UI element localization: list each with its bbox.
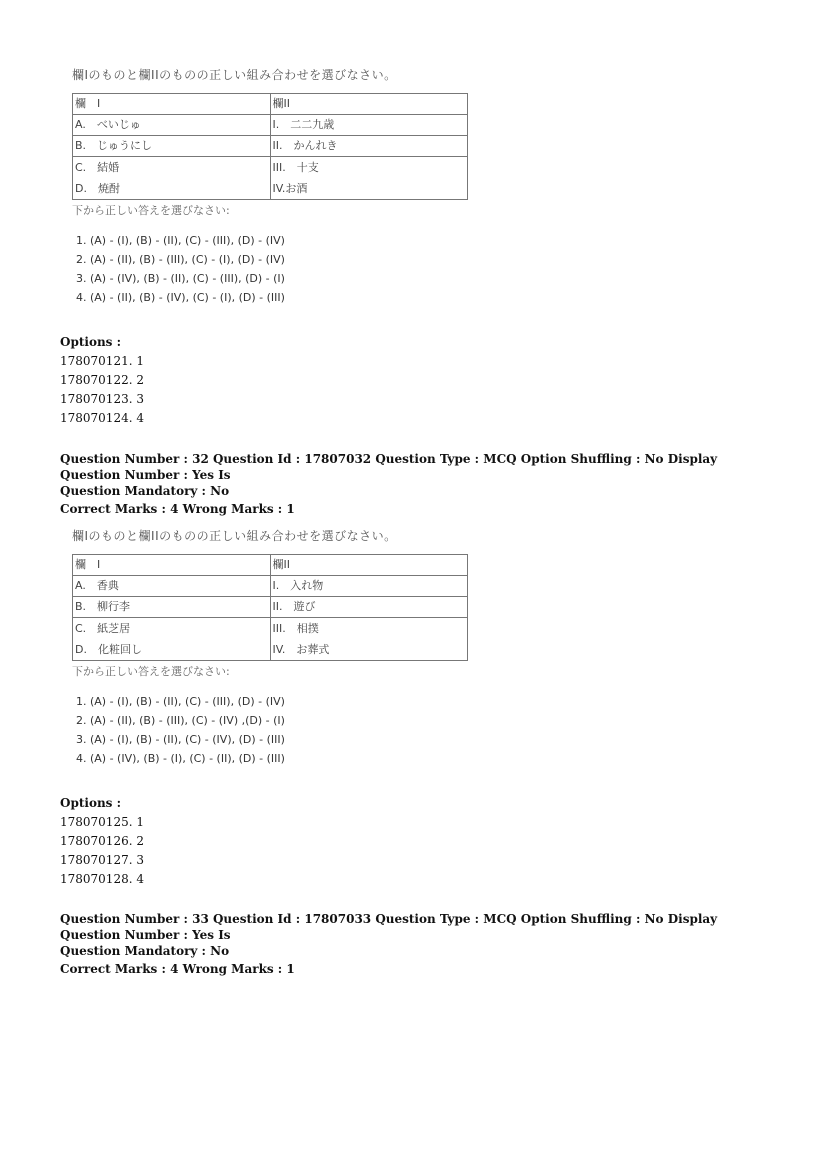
question-meta-line: Question Mandatory : No bbox=[60, 944, 230, 958]
list-item: 2. (A) - (II), (B) - (III), (C) - (I), (D) - (IV) bbox=[76, 253, 285, 266]
cell-line: III. 相撲 bbox=[272, 622, 319, 635]
match-table bbox=[72, 554, 468, 661]
table-cell: I. 二二九歳 bbox=[270, 115, 468, 136]
table-row bbox=[73, 136, 468, 157]
instruction-text: 下から正しい答えを選びなさい: bbox=[72, 665, 230, 678]
cell-line: D. 化粧回し bbox=[75, 643, 142, 656]
option-item: 178070127. 3 bbox=[60, 853, 144, 867]
match-table bbox=[72, 93, 468, 200]
table-cell: II. かんれき bbox=[270, 136, 468, 157]
options-label: Options : bbox=[60, 796, 122, 810]
question-32-meta bbox=[60, 451, 750, 517]
instruction-text: 下から正しい答えを選びなさい: bbox=[72, 204, 230, 217]
question-33-meta bbox=[60, 911, 750, 977]
option-item: 178070123. 3 bbox=[60, 392, 144, 406]
options-block-32 bbox=[60, 794, 144, 889]
question-meta-line: Question Number : 33 Question Id : 17807033 Question Type : MCQ Option Shuffling : No Display Question Number : Yes Is bbox=[60, 912, 718, 942]
option-item: 178070121. 1 bbox=[60, 354, 144, 368]
column-2-header: 欄II bbox=[270, 555, 468, 576]
option-item: 178070126. 2 bbox=[60, 834, 144, 848]
cell-line: D. 焼酎 bbox=[75, 182, 120, 195]
question-32-block bbox=[72, 526, 472, 768]
table-cell: I. 入れ物 bbox=[270, 576, 468, 597]
question-meta-line: Question Mandatory : No bbox=[60, 484, 230, 498]
cell-line: IV.お酒 bbox=[272, 182, 308, 195]
list-item: 4. (A) - (II), (B) - (IV), (C) - (I), (D) - (III) bbox=[76, 291, 285, 304]
table-cell: A. べいじゅ bbox=[73, 115, 271, 136]
option-item: 178070128. 4 bbox=[60, 872, 144, 886]
table-header-row bbox=[73, 555, 468, 576]
table-cell: A. 香典 bbox=[73, 576, 271, 597]
option-item: 178070122. 2 bbox=[60, 373, 144, 387]
cell-line: C. 紙芝居 bbox=[75, 622, 131, 635]
marks-line: Correct Marks : 4 Wrong Marks : 1 bbox=[60, 962, 295, 976]
table-row bbox=[73, 597, 468, 618]
cell-line: III. 十支 bbox=[272, 161, 319, 174]
cell-line: C. 結婚 bbox=[75, 161, 120, 174]
answer-choices bbox=[76, 692, 472, 768]
list-item: 1. (A) - (I), (B) - (II), (C) - (III), (D) - (IV) bbox=[76, 234, 285, 247]
table-cell: B. 柳行李 bbox=[73, 597, 271, 618]
table-cell: B. じゅうにし bbox=[73, 136, 271, 157]
list-item: 4. (A) - (IV), (B) - (I), (C) - (II), (D) - (III) bbox=[76, 752, 285, 765]
answer-choices bbox=[76, 231, 472, 307]
table-cell bbox=[73, 157, 271, 200]
column-2-header: 欄II bbox=[270, 94, 468, 115]
question-text: 欄Iのものと欄IIのものの正しい組み合わせを選びなさい。 bbox=[72, 68, 397, 82]
question-text: 欄Iのものと欄IIのものの正しい組み合わせを選びなさい。 bbox=[72, 529, 397, 543]
list-item: 3. (A) - (I), (B) - (II), (C) - (IV), (D) - (III) bbox=[76, 733, 285, 746]
option-item: 178070124. 4 bbox=[60, 411, 144, 425]
table-row bbox=[73, 576, 468, 597]
list-item: 2. (A) - (II), (B) - (III), (C) - (IV) ,(D) - (I) bbox=[76, 714, 285, 727]
table-cell bbox=[270, 618, 468, 661]
options-block-31 bbox=[60, 333, 144, 428]
column-1-header: 欄 I bbox=[73, 94, 271, 115]
option-item: 178070125. 1 bbox=[60, 815, 144, 829]
question-31-block bbox=[72, 65, 472, 307]
table-row bbox=[73, 618, 468, 661]
list-item: 3. (A) - (IV), (B) - (II), (C) - (III), (D) - (I) bbox=[76, 272, 285, 285]
table-row bbox=[73, 157, 468, 200]
question-meta-line: Question Number : 32 Question Id : 17807032 Question Type : MCQ Option Shuffling : No Display Question Number : Yes Is bbox=[60, 452, 718, 482]
table-cell bbox=[270, 157, 468, 200]
table-header-row bbox=[73, 94, 468, 115]
table-cell bbox=[73, 618, 271, 661]
table-cell: II. 遊び bbox=[270, 597, 468, 618]
cell-line: IV. お葬式 bbox=[272, 643, 330, 656]
options-label: Options : bbox=[60, 335, 122, 349]
table-row bbox=[73, 115, 468, 136]
column-1-header: 欄 I bbox=[73, 555, 271, 576]
marks-line: Correct Marks : 4 Wrong Marks : 1 bbox=[60, 502, 295, 516]
list-item: 1. (A) - (I), (B) - (II), (C) - (III), (D) - (IV) bbox=[76, 695, 285, 708]
